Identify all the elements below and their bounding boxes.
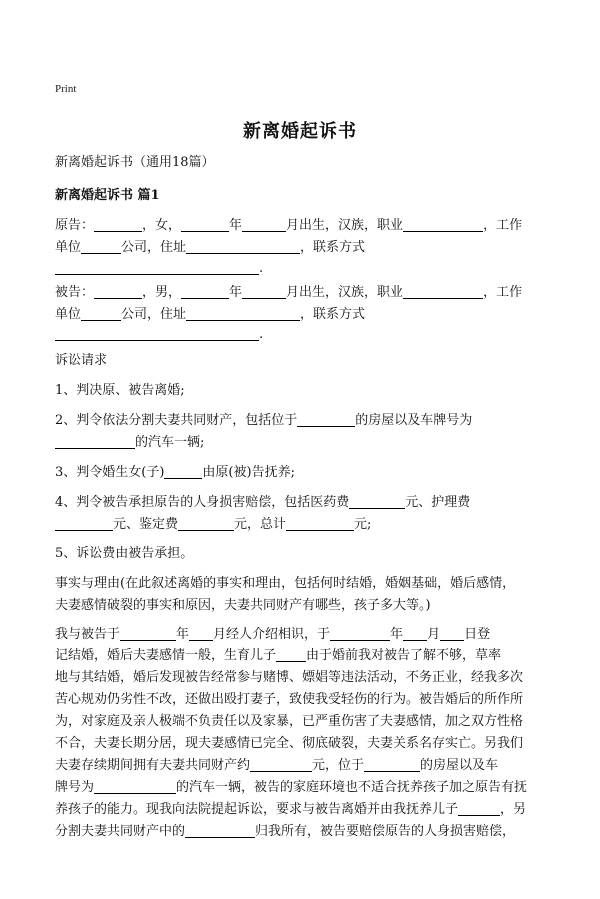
blank-field bbox=[55, 516, 113, 531]
facts-text: 记结婚，婚后夫妻感情一般，生育儿子 bbox=[55, 648, 277, 663]
claim-text: 元、鉴定费 bbox=[113, 517, 179, 532]
work-text: ，工作 bbox=[483, 285, 523, 300]
defendant-label: 被告： bbox=[55, 285, 95, 300]
facts-text: 养孩子的能力。现我向法院提起诉讼，要求与被告离婚并由我抚养儿子 bbox=[55, 802, 459, 817]
year-text: 年 bbox=[229, 218, 243, 233]
facts-intro-line-1: 事实与理由(在此叙述离婚的事实和理由，包括何时结婚，婚姻基础，婚后感情， bbox=[55, 576, 516, 591]
born-text: 月出生，汉族，职业 bbox=[286, 218, 404, 233]
facts-text: 月经人介绍相识，于 bbox=[213, 627, 331, 642]
claims-heading: 诉讼请求 bbox=[55, 353, 108, 368]
section-heading: 新离婚起诉书 篇1 bbox=[55, 188, 160, 203]
blank-field bbox=[186, 306, 300, 321]
print-label: Print bbox=[55, 83, 77, 95]
contact-text: ，联系方式 bbox=[300, 240, 366, 255]
unit-text: 单位 bbox=[55, 240, 82, 255]
blank-field bbox=[181, 217, 229, 232]
facts-line-7 bbox=[55, 755, 555, 777]
company-text: 公司，住址 bbox=[121, 307, 187, 322]
facts-text: 日登 bbox=[464, 627, 491, 642]
facts-text: 我与被告于 bbox=[55, 627, 121, 642]
facts-text: 牌号为 bbox=[55, 780, 95, 795]
facts-line-4: 苦心规劝仍劣性不改，还做出殴打妻子，致使我受轻伤的行为。被告婚后的所作所 bbox=[55, 692, 524, 707]
blank-field bbox=[186, 239, 300, 254]
blank-field bbox=[250, 757, 312, 772]
blank-field bbox=[189, 626, 213, 641]
blank-field bbox=[403, 284, 483, 299]
facts-text: 的房屋以及车 bbox=[420, 758, 499, 773]
facts-text: 年 bbox=[390, 627, 404, 642]
claim-text: 元，总计 bbox=[234, 517, 287, 532]
claim-text: 的房屋以及车牌号为 bbox=[355, 413, 473, 428]
blank-field bbox=[349, 494, 405, 509]
gender-text: ，男， bbox=[142, 285, 182, 300]
claim-item-5: 5、诉讼费由被告承担。 bbox=[55, 546, 194, 561]
blank-field bbox=[364, 757, 420, 772]
period-text: . bbox=[259, 327, 264, 342]
defendant-line-2 bbox=[55, 304, 555, 326]
claim-item-3 bbox=[55, 462, 555, 484]
claim-text: 3、判令婚生女(子) bbox=[55, 465, 165, 480]
claim-item-2-line-2 bbox=[55, 432, 555, 454]
blank-field bbox=[330, 626, 390, 641]
born-text: 月出生，汉族，职业 bbox=[286, 285, 404, 300]
defendant-line-3 bbox=[55, 324, 555, 346]
blank-field bbox=[403, 217, 483, 232]
facts-text: 元，位于 bbox=[312, 758, 365, 773]
plaintiff-line-2 bbox=[55, 237, 555, 259]
facts-line-3: 地与其结婚，婚后发现被告经常参与赌博、嫖娼等违法活动，不务正业，经我多次 bbox=[55, 670, 524, 685]
facts-line-9 bbox=[55, 799, 555, 821]
blank-field bbox=[276, 647, 306, 662]
blank-field bbox=[242, 217, 286, 232]
plaintiff-label: 原告： bbox=[55, 218, 95, 233]
blank-field bbox=[242, 284, 286, 299]
contact-text: ，联系方式 bbox=[300, 307, 366, 322]
blank-field bbox=[81, 306, 121, 321]
facts-text: 归我所有，被告要赔偿原告的人身损害赔偿， bbox=[255, 824, 516, 839]
facts-line-1 bbox=[55, 624, 555, 646]
blank-field bbox=[297, 412, 355, 427]
plaintiff-line-3 bbox=[55, 258, 555, 280]
blank-field bbox=[185, 823, 255, 838]
gender-text: ，女， bbox=[142, 218, 182, 233]
document-subtitle: 新离婚起诉书（通用18篇） bbox=[55, 155, 215, 170]
facts-line-10 bbox=[55, 821, 555, 843]
blank-field bbox=[178, 516, 234, 531]
facts-intro-line-2: 夫妻感情破裂的事实和原因，夫妻共同财产有哪些，孩子多大等。) bbox=[55, 598, 431, 613]
facts-line-6: 不合，夫妻长期分居，现夫妻感情已完全、彻底破裂，夫妻关系名存实亡。另我们 bbox=[55, 736, 524, 751]
blank-field bbox=[94, 217, 142, 232]
facts-text: 月 bbox=[427, 627, 441, 642]
facts-text: 由于婚前我对被告了解不够，草率 bbox=[306, 648, 502, 663]
claim-text: 的汽车一辆; bbox=[135, 435, 205, 450]
blank-field bbox=[403, 626, 427, 641]
claim-text: 元; bbox=[354, 517, 372, 532]
period-text: . bbox=[259, 261, 264, 276]
facts-line-5: 为，对家庭及亲人极端不负责任以及家暴，已严重伤害了夫妻感情，加之双方性格 bbox=[55, 714, 524, 729]
claim-item-4-line-2 bbox=[55, 514, 555, 536]
facts-line-8 bbox=[55, 777, 555, 799]
unit-text: 单位 bbox=[55, 307, 82, 322]
blank-field bbox=[286, 516, 354, 531]
facts-text: 的汽车一辆，被告的家庭环境也不适合抚养孩子加之原告有抚 bbox=[176, 780, 528, 795]
claim-text: 2、判令依法分割夫妻共同财产，包括位于 bbox=[55, 413, 298, 428]
facts-text: 夫妻存续期间拥有夫妻共同财产约 bbox=[55, 758, 251, 773]
claim-item-1: 1、判决原、被告离婚; bbox=[55, 383, 185, 398]
blank-field bbox=[94, 284, 142, 299]
blank-field bbox=[81, 239, 121, 254]
document-title: 新离婚起诉书 bbox=[243, 121, 357, 142]
blank-field bbox=[55, 434, 135, 449]
claim-text: 元、护理费 bbox=[405, 495, 471, 510]
blank-field bbox=[55, 260, 259, 275]
work-text: ，工作 bbox=[483, 218, 523, 233]
blank-field bbox=[94, 779, 176, 794]
claim-text: 4、判令被告承担原告的人身损害赔偿，包括医药费 bbox=[55, 495, 350, 510]
blank-field bbox=[55, 326, 259, 341]
claim-item-4-line-1 bbox=[55, 492, 555, 514]
blank-field bbox=[458, 801, 500, 816]
blank-field bbox=[164, 464, 202, 479]
facts-text: ，另 bbox=[500, 802, 527, 817]
facts-line-2 bbox=[55, 645, 555, 667]
company-text: 公司，住址 bbox=[121, 240, 187, 255]
claim-item-2-line-1 bbox=[55, 410, 555, 432]
claim-text: 由原(被)告抚养; bbox=[202, 465, 295, 480]
facts-text: 分割夫妻共同财产中的 bbox=[55, 824, 186, 839]
year-text: 年 bbox=[229, 285, 243, 300]
defendant-line-1 bbox=[55, 282, 555, 304]
plaintiff-line-1 bbox=[55, 215, 555, 237]
facts-text: 年 bbox=[176, 627, 190, 642]
blank-field bbox=[181, 284, 229, 299]
blank-field bbox=[120, 626, 176, 641]
blank-field bbox=[440, 626, 464, 641]
